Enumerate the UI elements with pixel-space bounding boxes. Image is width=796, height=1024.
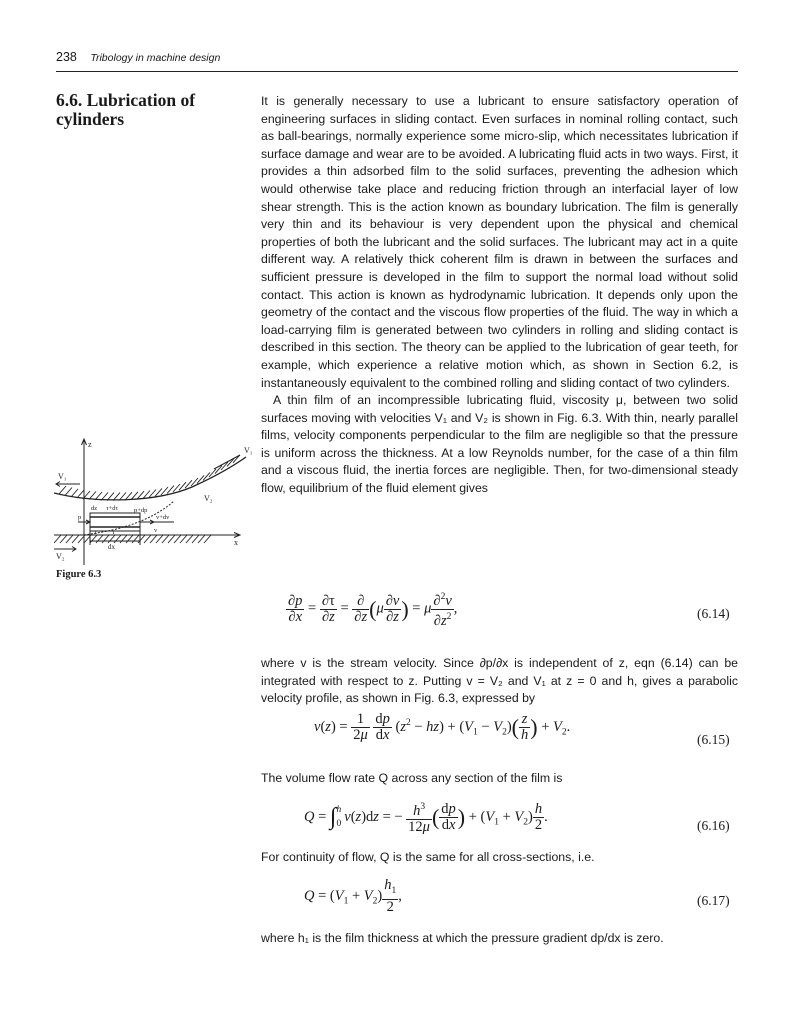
body-text bbox=[261, 93, 738, 498]
fig-label-p-dp: p+dp bbox=[134, 507, 148, 514]
figure-6-3-diagram bbox=[54, 437, 254, 567]
fig-label-z-small: z bbox=[94, 529, 97, 536]
equation-number-6-15: (6.15) bbox=[697, 732, 730, 747]
fig-label-tau: τ bbox=[112, 529, 115, 536]
fig-label-v2-right: V₂ bbox=[204, 494, 213, 503]
section-title: 6.6. Lubrication of cylinders bbox=[56, 90, 196, 129]
fig-label-p: p bbox=[78, 514, 82, 521]
equation-number-6-16: (6.16) bbox=[697, 818, 730, 833]
paragraph-stream-velocity: where v is the stream velocity. Since ∂p/∂x is independent of z, eqn (6.14) can be integrated with respect to z. Putting v = V₂ and V₁ at z = 0 and h, gives a parabolic velocity profile, as shown in Fig. 6.3, expressed by bbox=[261, 656, 738, 706]
fig-label-v1-right: V₁ bbox=[244, 446, 253, 455]
fig-label-dz: dz bbox=[91, 505, 98, 512]
equation-6-15: v(z) = $\frac{1}{2\mu}$ $\frac{dp}{dx}$ $(z^2 - hz) + (V_1 - V_2)$( $\frac{z}{h}$ ) + $V_2$. bbox=[314, 711, 571, 743]
equation-number-6-14: (6.14) bbox=[697, 606, 730, 621]
running-title: Tribology in machine design bbox=[90, 52, 221, 64]
figure-caption: Figure 6.3 bbox=[56, 569, 102, 580]
fig-label-v2-left: V₂ bbox=[56, 552, 65, 561]
fig-label-v1-top: V₁ bbox=[58, 472, 67, 481]
equation-6-16: Q = ∫h 0 v(z)dz = − $\frac{h^3}{12\mu}$ ( $\frac{dp}{dx}$ ) + $(V_1 + V_2)$ $\frac{h}{2}$ . bbox=[304, 800, 548, 835]
equation-number-6-17: (6.17) bbox=[697, 893, 730, 908]
paragraph-continuity: For continuity of flow, Q is the same for all cross-sections, i.e. bbox=[261, 850, 595, 864]
equation-6-17: $Q = (V_1 + V_2)$ $\frac{h_1}{2}$ , bbox=[304, 877, 402, 915]
page-number: 238 bbox=[56, 50, 77, 64]
paragraph-thin-film: A thin film of an incompressible lubricating fluid, viscosity μ, between two solid surfaces moving with velocities V₁ and V₂ is shown in Fig. 6.3. With thin, nearly parallel films, velocity components perpendicular to the film are negligible so that the pressure is uniform across the thickness. At a low Reynolds number, for the case of a thin film and a viscous fluid, the inertia forces are negligible. Then, for two-dimensional steady flow, equilibrium of the fluid element gives bbox=[261, 393, 738, 496]
fig-label-dx: dx bbox=[108, 543, 115, 551]
fig-label-tau-dtau: τ+dτ bbox=[106, 505, 119, 512]
fig-label-x: x bbox=[234, 538, 238, 547]
equation-6-14: $\frac{\partial p}{\partial x}$ = $\frac{\partial\tau}{\partial z}$ = $\frac{\partial}{\partial z}$ (μ $\frac{\partial v}{\partial z}$ ) = μ $\frac{\partial^2v}{\partial z^2}$ , bbox=[288, 592, 458, 629]
paragraph-volume-flow: The volume flow rate Q across any section of the film is bbox=[261, 771, 563, 785]
fig-label-v-dv: v+dv bbox=[156, 514, 170, 521]
paragraph-intro: It is generally necessary to use a lubricant to ensure satisfactory operation of engineering surfaces in sliding contact. Even surfaces in nominal rolling contact, such as ball-bearings, normally experience some micro-slip, which necessitates lubrication if surface damage and wear are to be avoided. A lubricating fluid acts in two ways. First, it provides a thin adsorbed film to the solid surfaces, preventing the adhesion which would otherwise take place and reducing friction through an interfacial layer of low shear strength. This is the action known as boundary lubrication. The film is generally very thin and its behaviour is very dependent upon the physical and chemical properties of both the lubricant and the solid surfaces. The lubricant may act in a quite different way. A relatively thick coherent film is drawn in between the surfaces and sufficient pressure is developed in the film to support the normal load without solid contact. This action is known as hydrodynamic lubrication. It depends only upon the geometry of the contact and the viscous flow properties of the fluid. The way in which a load-carrying film is generated between two cylinders in rolling and sliding contact is described in this section. The theory can be applied to the lubrication of gear teeth, for example, which experience a relative motion which, as shown in Section 6.2, is instantaneously equivalent to the combined rolling and sliding contact of two cylinders. bbox=[261, 94, 738, 390]
paragraph-film-thickness: where h₁ is the film thickness at which the pressure gradient dp/dx is zero. bbox=[261, 931, 664, 945]
header-rule bbox=[56, 71, 738, 72]
running-header bbox=[56, 50, 220, 64]
fig-label-v-small: v bbox=[154, 527, 158, 534]
fig-label-z: z bbox=[88, 440, 92, 449]
